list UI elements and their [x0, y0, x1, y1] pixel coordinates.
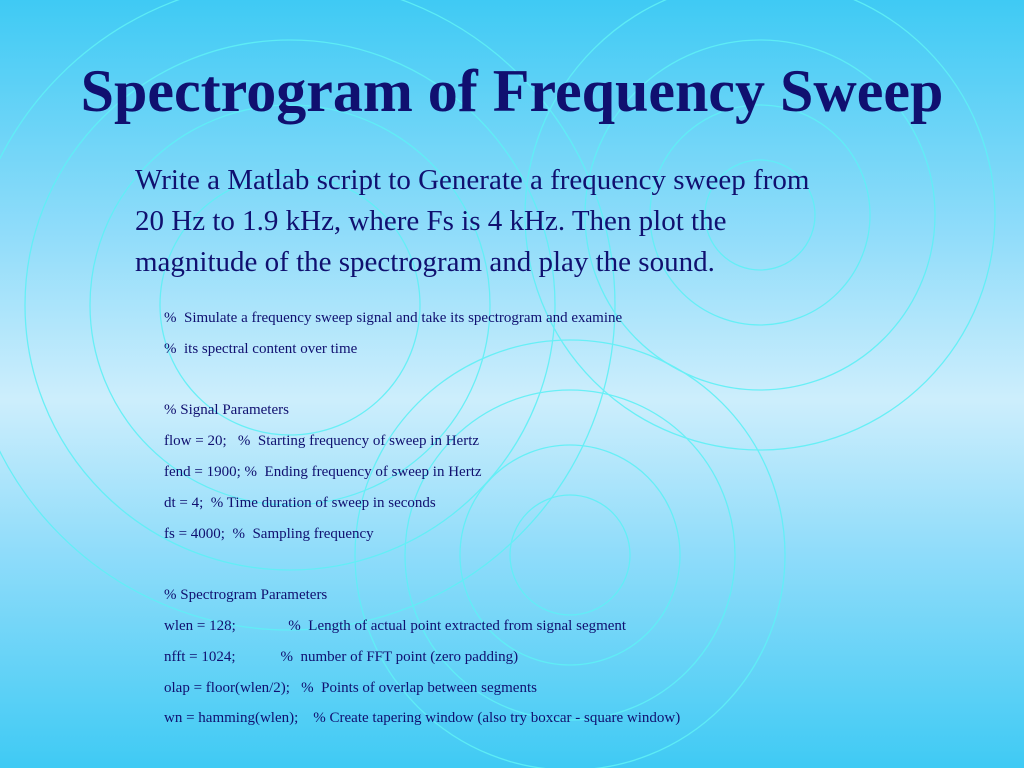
code-blank-line	[164, 365, 984, 396]
code-line-olap: olap = floor(wlen/2); % Points of overlap between segments	[164, 679, 537, 696]
code-section-heading: % Spectrogram Parameters	[164, 587, 328, 604]
code-line-flow: flow = 20; % Starting frequency of sweep in Hertz	[164, 433, 480, 450]
code-line-nfft: nfft = 1024; % number of FFT point (zero padding)	[164, 648, 519, 665]
slide-title: Spectrogram of Frequency Sweep	[80, 58, 944, 124]
code-comment-line: % Simulate a frequency sweep signal and take its spectrogram and examine	[164, 310, 623, 326]
code-line-fs: fs = 4000; % Sampling frequency	[164, 525, 374, 542]
code-line-fend: fend = 1900; % Ending frequency of sweep in Hertz	[164, 463, 482, 480]
code-comment-line: % its spectral content over time	[164, 340, 358, 357]
intro-line: 20 Hz to 1.9 kHz, where Fs is 4 kHz. Then plot the	[135, 205, 727, 237]
matlab-code-block	[164, 303, 984, 734]
code-line-wlen: wlen = 128; % Length of actual point extracted from signal segment	[164, 617, 627, 634]
intro-text	[135, 160, 965, 283]
intro-line: magnitude of the spectrogram and play the sound.	[135, 246, 715, 278]
code-line-dt: dt = 4; % Time duration of sweep in seconds	[164, 494, 436, 511]
code-blank-line	[164, 549, 984, 580]
intro-line: Write a Matlab script to Generate a frequency sweep from	[135, 164, 810, 196]
code-line-wn: wn = hamming(wlen); % Create tapering window (also try boxcar - square window)	[164, 710, 681, 727]
code-section-heading: % Signal Parameters	[164, 402, 289, 419]
